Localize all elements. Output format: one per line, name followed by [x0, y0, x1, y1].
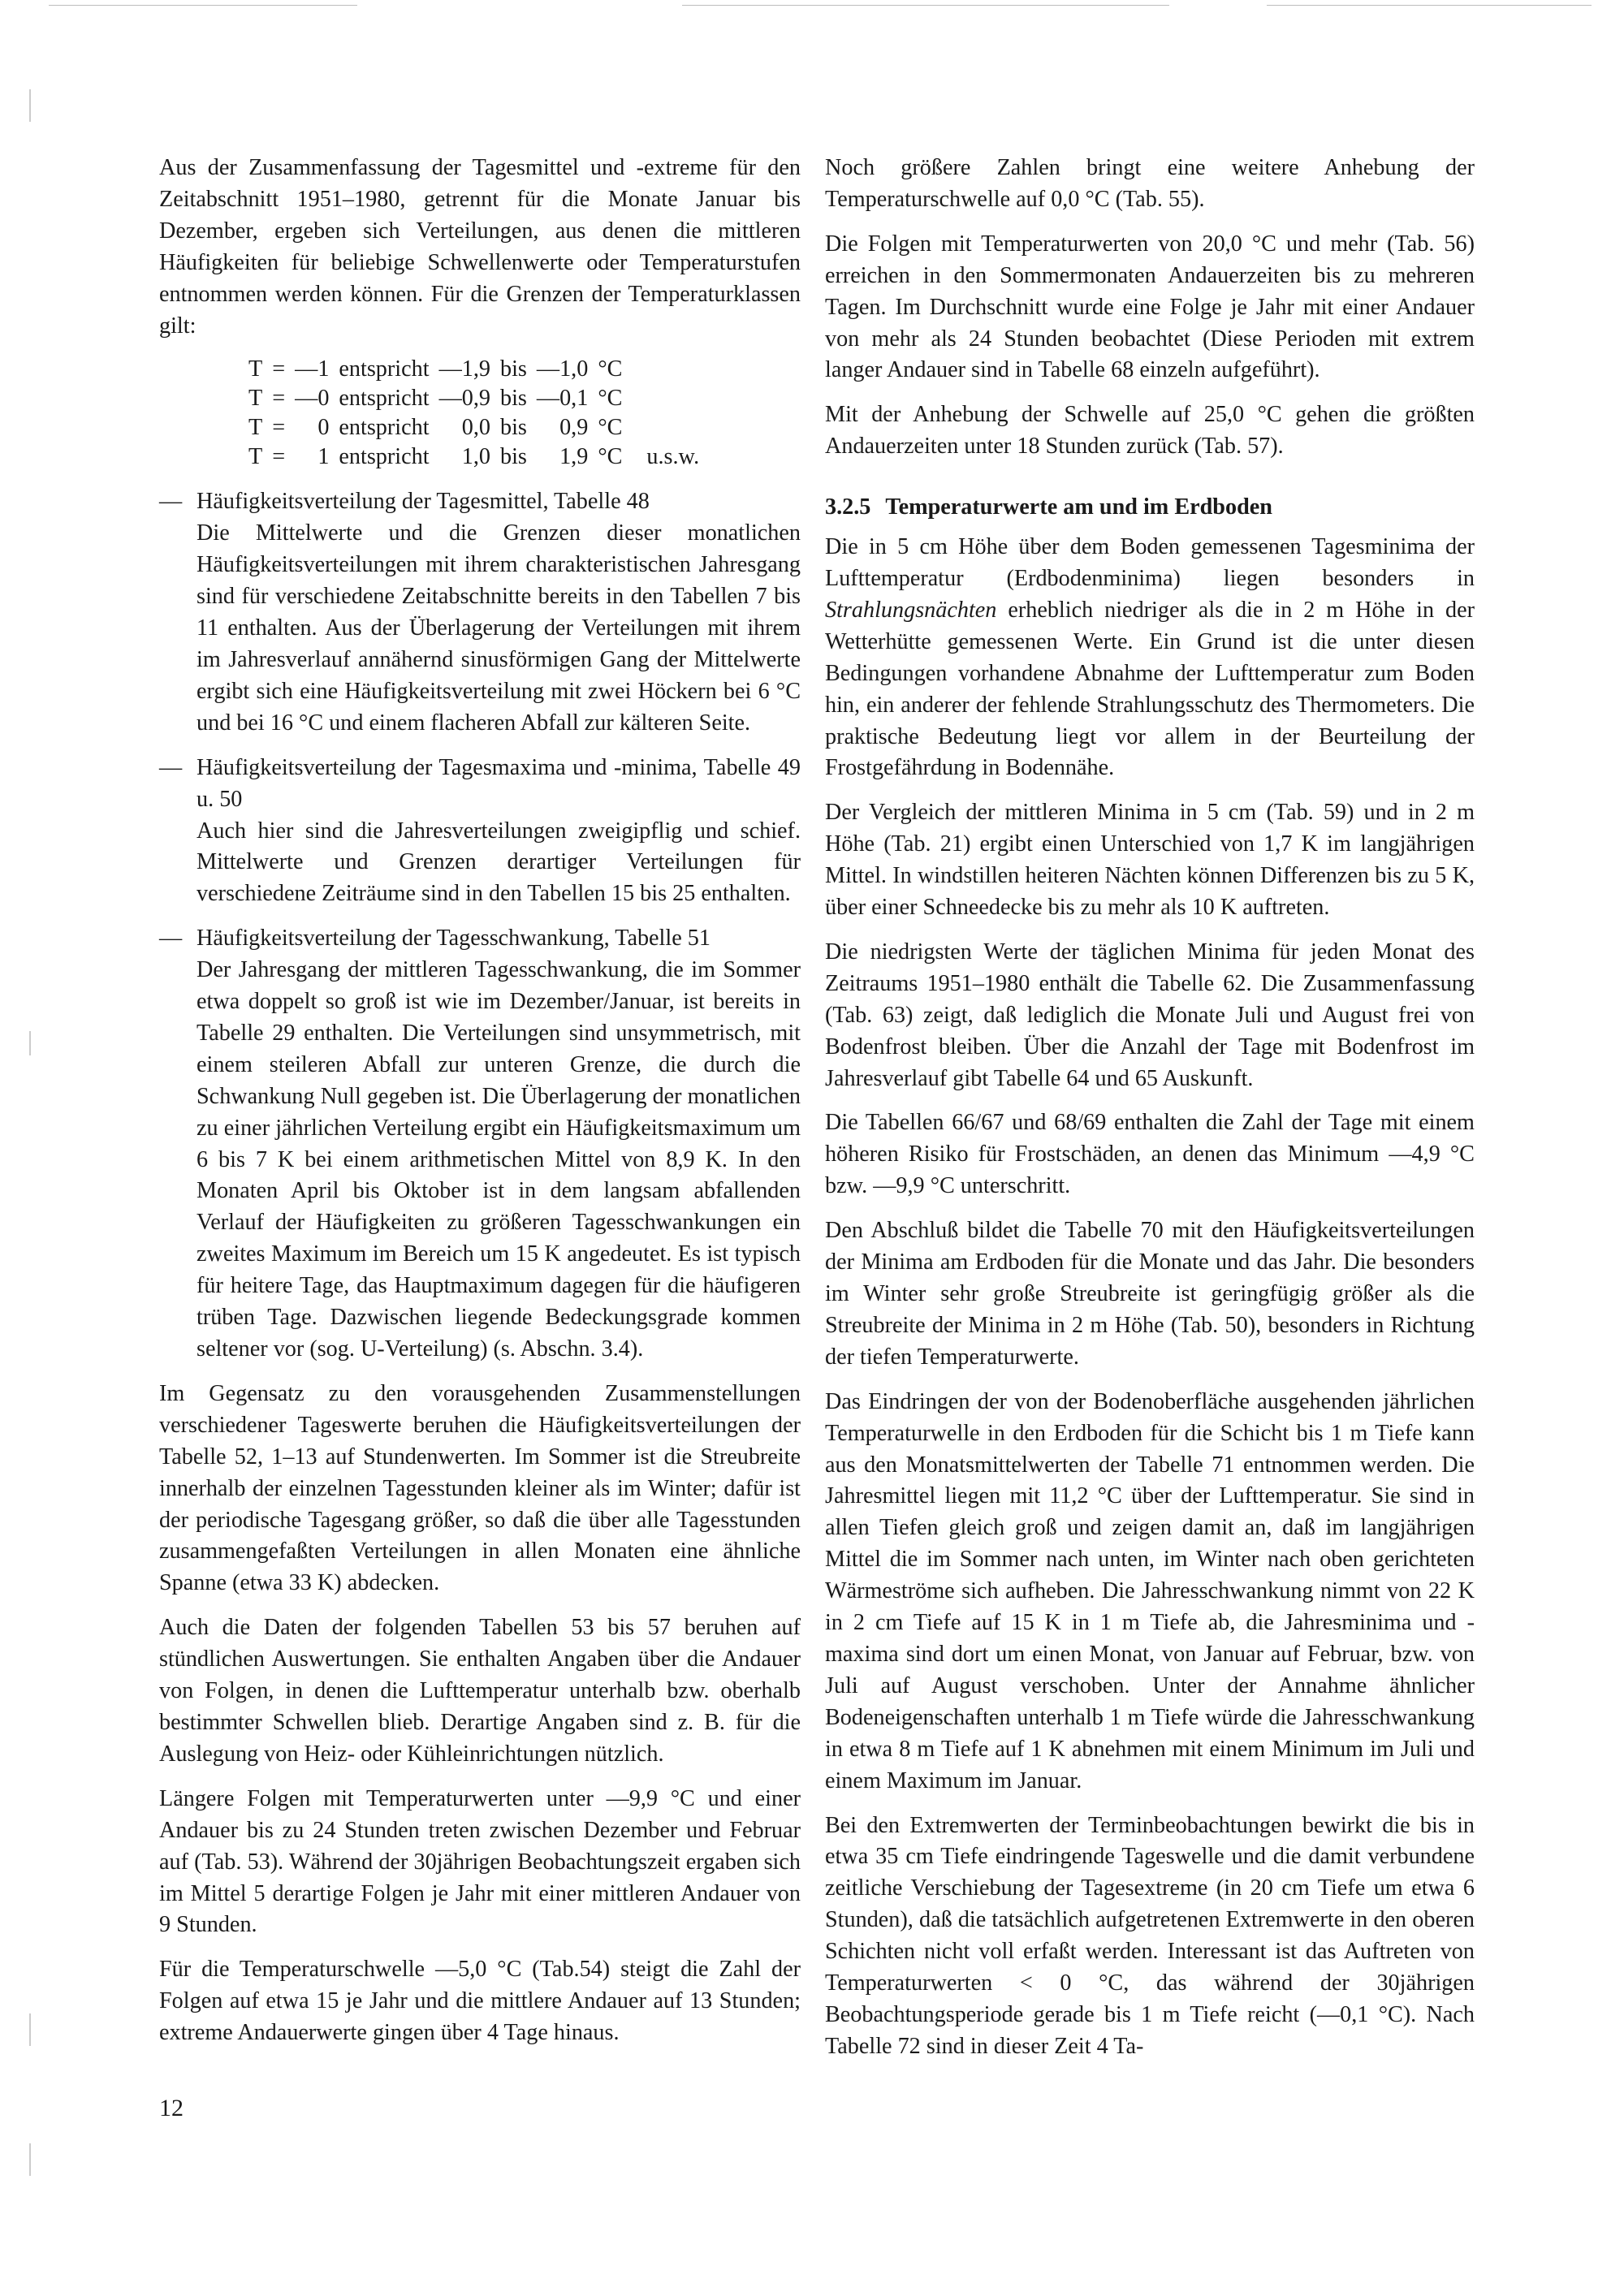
temperature-class-row [248, 355, 709, 384]
temp-cell-val: 0 [317, 415, 330, 441]
temp-cell-t: T [248, 356, 263, 382]
list-item [159, 486, 801, 739]
section-heading [825, 492, 1475, 524]
paragraph: Die Folgen mit Temperaturwerten von 20,0 °C und mehr (Tab. 56) erreichen in den Sommermonaten Andauerzeiten bis zu mehreren Tagen. Im Durchschnitt wurde eine Folge je Jahr mit einer Andauer von mehr als 24 Stunden beobachtet (Diese Perioden mit extrem langer Andauer sind in Tabelle 68 einzeln aufgeführt). [825, 231, 1475, 383]
paragraph: Im Gegensatz zu den vorausgehenden Zusammenstellungen verschiedener Tageswerte beruhen die Häufigkeitsverteilungen der Tabelle 52, 1–13 auf Stundenwerten. Im Sommer ist die Streubreite innerhalb der einzelnen Tagesstunden kleiner als im Winter; dafür ist der periodische Tagesgang größer, so daß die über alle Tagesstunden zusammengefaßten Verteilungen in allen Monaten eine ähnliche Spanne (etwa 33 K) abdecken. [159, 1380, 801, 1596]
list-item-body: Auch hier sind die Jahresverteilungen zweigipflig und schief. Mittelwerte und Grenzen derartiger Verteilungen für verschiedene Zeiträume sind in den Tabellen 15 bis 25 enthalten. [197, 818, 801, 907]
temp-cell-extra [632, 355, 709, 384]
temp-cell-extra: u.s.w. [646, 444, 700, 470]
temperature-class-row [248, 442, 709, 472]
section-first-paragraph [825, 532, 1475, 784]
temp-cell-eq: = [272, 356, 286, 382]
temp-cell-extra [632, 384, 709, 413]
temp-cell-word: entspricht [339, 386, 430, 412]
temp-cell-unit: °C [598, 386, 623, 412]
temp-cell-bis: bis [499, 386, 527, 412]
left-column [159, 153, 801, 2062]
temperature-class-row [248, 384, 709, 413]
scan-margin-marks [29, 0, 31, 2296]
temp-cell-t: T [248, 415, 263, 441]
list-item-body: Der Jahresgang der mittleren Tagesschwankung, die im Sommer etwa doppelt so groß ist wie im Dezember/Januar, ist bereits in Tabelle 29 enthalten. Die Verteilungen sind unsymmetrisch, mit einem steileren Abfall zur unteren Grenze, die durch die Schwankung Null gegeben ist. Die Überlagerung der monatlichen zu einer jährlichen Verteilung ergibt ein Häufigkeitsmaximum um 6 bis 7 K bei einem arithmetischen Mittel von 8,9 K. In den Monaten April bis Oktober ist in dem langsam abfallenden Verlauf der Häufigkeiten zu größeren Tagesschwankungen ein zweites Maximum im Bereich um 15 K angedeutet. Es ist typisch für heitere Tage, das Hauptmaximum dagegen für die häufigeren trüben Tage. Dazwischen liegende Bedeckungsgrade kommen seltener vor (sog. U-Verteilung) (s. Abschn. 3.4). [197, 957, 801, 1362]
temperature-class-table [248, 355, 709, 472]
emphasized-term: Strahlungsnächten [825, 597, 997, 623]
temp-cell-word: entspricht [339, 415, 430, 441]
temp-cell-unit: °C [598, 444, 623, 470]
right-top-paragraphs [825, 153, 1475, 463]
list-item [159, 753, 801, 911]
paragraph: Auch die Daten der folgenden Tabellen 53 bis 57 beruhen auf stündlichen Auswertungen. Sie enthalten Angaben über die Andauer von Folgen, in denen die Lufttemperatur unterhalb bzw. oberhalb bestimmter Schwellen blieb. Derartige Angaben sind z. B. für die Auslegung von Heiz- oder Kühleinrichtungen nützlich. [159, 1615, 801, 1767]
temp-cell-from: —0,9 [438, 386, 490, 412]
list-dash: — [159, 489, 183, 515]
temp-cell-to: 1,9 [559, 444, 589, 470]
list-item-heading [159, 753, 801, 816]
list-item-title: Häufigkeitsverteilung der Tagesmaxima und -minima, Tabelle 49 u. 50 [197, 754, 801, 812]
temp-cell-val: 1 [317, 444, 330, 470]
paragraph: Den Abschluß bildet die Tabelle 70 mit den Häufigkeitsverteilungen der Minima am Erdboden für die Monate und das Jahr. Die besonders im Winter sehr große Streubreite ist geringfügig größer als die Streubreite der Minima in 2 m Höhe (Tab. 50), besonders in Richtung der tiefen Temperaturwerte. [825, 1218, 1475, 1370]
temp-cell-unit: °C [598, 415, 623, 441]
paragraph: Längere Folgen mit Temperaturwerten unter —9,9 °C und einer Andauer bis zu 24 Stunden treten zwischen Dezember und Februar auf (Tab. 53). Während der 30jährigen Beobachtungszeit ergaben sich im Mittel 5 derartige Folgen je Jahr mit einer mittleren Andauer von 9 Stunden. [159, 1785, 801, 1938]
temp-cell-bis: bis [499, 356, 527, 382]
paragraph: Der Vergleich der mittleren Minima in 5 cm (Tab. 59) und in 2 m Höhe (Tab. 21) ergibt einen Unterschied von 1,7 K im langjährigen Mittel. In windstillen heiteren Nächten können Differenzen bis zu 5 K, über einer Schneedecke bis zu mehr als 10 K auftreten. [825, 800, 1475, 921]
temp-cell-word: entspricht [339, 444, 430, 470]
paragraph: Die Tabellen 66/67 und 68/69 enthalten die Zahl der Tage mit einem höheren Risiko für Frostschäden, an denen das Minimum —4,9 °C bzw. —9,9 °C unterschritt. [825, 1110, 1475, 1199]
temp-cell-from: 0,0 [461, 415, 490, 441]
paragraph-text: Die in 5 cm Höhe über dem Boden gemessenen Tagesminima der Lufttemperatur (Erdbodenminima) liegen besonders in [825, 534, 1475, 591]
list-item-title: Häufigkeitsverteilung der Tagesmittel, Tabelle 48 [197, 489, 650, 515]
left-paragraphs [159, 1379, 801, 2049]
page-number: 12 [159, 2095, 184, 2121]
right-column [825, 153, 1475, 2076]
temp-cell-bis: bis [499, 415, 527, 441]
section-number: 3.2.5 [825, 494, 871, 520]
temp-cell-to: 0,9 [559, 415, 589, 441]
paragraph: Mit der Anhebung der Schwelle auf 25,0 °C gehen die größten Andauerzeiten unter 18 Stunden zurück (Tab. 57). [825, 402, 1475, 460]
paragraph-text: erheblich niedriger als die in 2 m Höhe in der Wetterhütte gemessenen Werte. Ein Grund ist die unter diesen Bedingungen vorhandene Abnahme der Lufttemperatur zum Boden hin, ein anderer der fehlende Strahlungsschutz des Thermometers. Die praktische Bedeutung liegt vor allem in der Beurteilung der Frostgefährdung in Bodennähe. [825, 597, 1475, 781]
temp-cell-t: T [248, 444, 263, 470]
temp-cell-unit: °C [598, 356, 623, 382]
temp-cell-word: entspricht [339, 356, 430, 382]
scan-edge-line [682, 5, 1169, 6]
temp-cell-eq: = [272, 444, 286, 470]
temp-cell-val: —1 [295, 356, 330, 382]
list-item [159, 923, 801, 1366]
list-dash: — [159, 926, 183, 952]
list-item-body: Die Mittelwerte und die Grenzen dieser monatlichen Häufigkeitsverteilungen mit ihrem charakteristischen Jahresgang sind für verschiedene Zeitabschnitte bereits in den Tabellen 7 bis 11 enthalten. Aus der Überlagerung der Verteilungen mit ihrem im Jahresverlauf annähernd sinusförmigen Gang der Mittelwerte ergibt sich eine Häufigkeitsverteilung mit zwei Höckern bei 6 °C und bei 16 °C und einem flacheren Abfall zur kälteren Seite. [197, 520, 801, 736]
paragraph: Für die Temperaturschwelle —5,0 °C (Tab.54) steigt die Zahl der Folgen auf etwa 15 je Jahr und die mittlere Andauer auf 13 Stunden; extreme Andauerwerte gingen über 4 Tage hinaus. [159, 1957, 801, 2046]
scan-edge-line [49, 5, 357, 6]
paragraph: Das Eindringen der von der Bodenoberfläche ausgehenden jährlichen Temperaturwelle in den Erdboden für die Schicht bis 1 m Tiefe kann aus den Monatsmittelwerten der Tabelle 71 entnommen werden. Die Jahresmittel liegen mit 11,2 °C über der Lufttemperatur. Sie sind in allen Tiefen gleich groß und zeigen damit an, daß im langjährigen Mittel die im Sommer nach unten, im Winter nach oben gerichteten Wärmeströme sich aufheben. Die Jahresschwankung nimmt von 22 K in 2 cm Tiefe auf 15 K in 1 m Tiefe ab, die Jahresminima und -maxima sind dort um einen Monat, von Januar auf Februar, bzw. von Juli auf August verschoben. Unter der Annahme ähnlicher Bodeneigenschaften unterhalb 1 m Tiefe würde die Jahresschwankung in etwa 8 m Tiefe auf 1 K abnehmen mit einem Minimum im Juli und einem Maximum im Januar. [825, 1388, 1475, 1793]
right-paragraphs [825, 797, 1475, 2062]
temp-cell-eq: = [272, 386, 286, 412]
paragraph: Noch größere Zahlen bringt eine weitere Anhebung der Temperaturschwelle auf 0,0 °C (Tab. 55). [825, 155, 1475, 212]
list-item-title: Häufigkeitsverteilung der Tagesschwankung, Tabelle 51 [197, 926, 710, 952]
temp-cell-t: T [248, 386, 263, 412]
temp-cell-from: —1,9 [438, 356, 490, 382]
intro-paragraph: Aus der Zusammenfassung der Tagesmittel und -extreme für den Zeitabschnitt 1951–1980, getrennt für die Monate Januar bis Dezember, ergeben sich Verteilungen, aus denen die mittleren Häufigkeiten für beliebige Schwellenwerte oder Temperaturstufen entnommen werden können. Für die Grenzen der Temperaturklassen gilt: [159, 155, 801, 339]
temp-cell-bis: bis [499, 444, 527, 470]
temp-cell-eq: = [272, 415, 286, 441]
section-title: Temperaturwerte am und im Erdboden [885, 494, 1272, 520]
paragraph: Bei den Extremwerten der Terminbeobachtungen bewirkt die bis in etwa 35 cm Tiefe eindringende Tageswelle und die damit verbundene zeitliche Verschiebung der Tagesextreme (in 20 cm Tiefe um etwa 6 Stunden), daß die tatsächlich aufgetretenen Extremwerte in den oberen Schichten nicht voll erfaßt werden. Interessant ist das Auftreten von Temperaturwerten < 0 °C, das während der 30jährigen Beobachtungsperiode gerade bis 1 m Tiefe reicht (—0,1 °C). Nach Tabelle 72 sind in dieser Zeit 4 Ta- [825, 1812, 1475, 2059]
temp-cell-val: —0 [295, 386, 330, 412]
temp-cell-to: —1,0 [536, 356, 589, 382]
scan-edge-line [1267, 5, 1592, 6]
list-dash: — [159, 754, 183, 780]
temperature-class-row [248, 413, 709, 442]
paragraph: Die niedrigsten Werte der täglichen Minima für jeden Monat des Zeitraums 1951–1980 enthält die Tabelle 62. Die Zusammenfassung (Tab. 63) zeigt, daß lediglich die Monate Juli und August frei von Bodenfrost bleiben. Über die Anzahl der Tage mit Bodenfrost im Jahresverlauf gibt Tabelle 64 und 65 Auskunft. [825, 939, 1475, 1091]
list-item-heading [159, 486, 801, 518]
list-item-heading [159, 923, 801, 955]
temp-cell-to: —0,1 [536, 386, 589, 412]
temp-cell-extra [632, 413, 709, 442]
temp-cell-from: 1,0 [461, 444, 490, 470]
distribution-list [159, 486, 801, 1365]
